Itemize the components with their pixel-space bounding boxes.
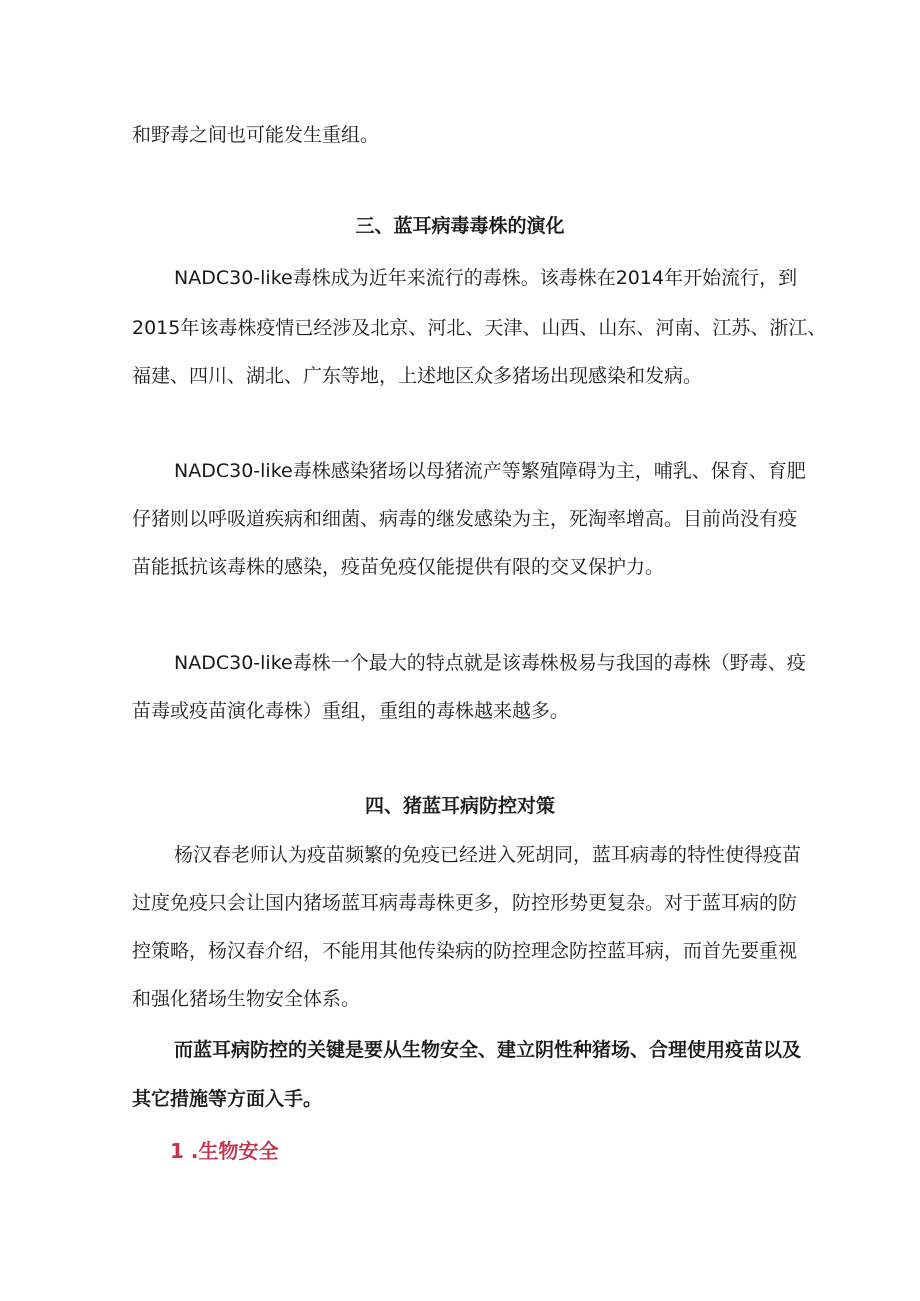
paragraph-line: 福建、四川、湖北、广东等地，上述地区众多猪场出现感染和发病。 [132, 365, 703, 387]
paragraph-line: NADC30-like毒株感染猪场以母猪流产等繁殖障碍为主，哺乳、保育、育肥 [174, 460, 806, 482]
paragraph-line: 苗毒或疫苗演化毒株）重组，重组的毒株越来越多。 [132, 700, 570, 722]
subheading-biosecurity: 1 .生物安全 [170, 1139, 279, 1163]
paragraph-line: 杨汉春老师认为疫苗频繁的免疫已经进入死胡同，蓝耳病毒的特性使得疫苗 [174, 844, 802, 866]
paragraph-line-bold: 其它措施等方面入手。 [132, 1088, 323, 1110]
paragraph-line: 和强化猪场生物安全体系。 [132, 988, 361, 1010]
paragraph-line: 2015年该毒株疫情已经涉及北京、河北、天津、山西、山东、河南、江苏、浙江、 [132, 317, 827, 339]
paragraph-line: 控策略，杨汉春介绍，不能用其他传染病的防控理念防控蓝耳病，而首先要重视 [132, 940, 798, 962]
section-4-heading: 四、猪蓝耳病防控对策 [364, 795, 555, 817]
section-3-heading: 三、蓝耳病毒毒株的演化 [355, 215, 565, 237]
intro-tail-line: 和野毒之间也可能发生重组。 [132, 124, 380, 146]
paragraph-line: 仔猪则以呼吸道疾病和细菌、病毒的继发感染为主，死淘率增高。目前尚没有疫 [132, 508, 798, 530]
paragraph-line: 苗能抵抗该毒株的感染，疫苗免疫仅能提供有限的交叉保护力。 [132, 556, 665, 578]
paragraph-line: NADC30-like毒株成为近年来流行的毒株。该毒株在2014年开始流行，到 [174, 267, 798, 289]
paragraph-line: 过度免疫只会让国内猪场蓝耳病毒毒株更多，防控形势更复杂。对于蓝耳病的防 [132, 892, 798, 914]
paragraph-line-bold: 而蓝耳病防控的关键是要从生物安全、建立阴性种猪场、合理使用疫苗以及 [174, 1039, 802, 1061]
paragraph-line: NADC30-like毒株一个最大的特点就是该毒株极易与我国的毒株（野毒、疫 [174, 652, 806, 674]
